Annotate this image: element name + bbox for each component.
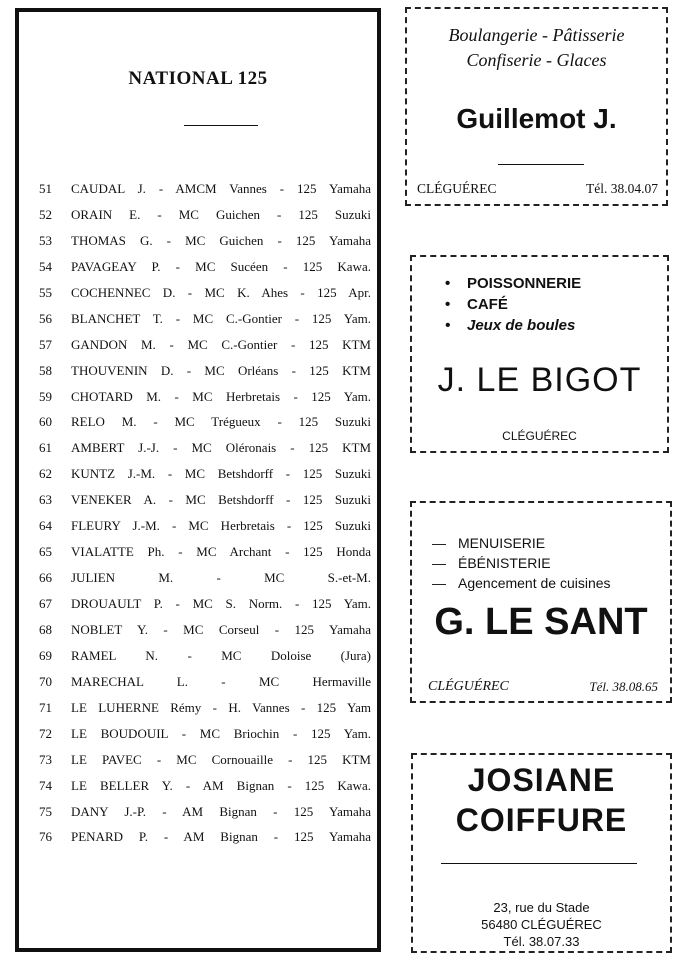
- result-row: [39, 332, 379, 358]
- result-row: [39, 254, 379, 280]
- list-item-label: MENUISERIE: [458, 535, 546, 551]
- result-row: [39, 824, 379, 850]
- ad-menuiserie-town: CLÉGUÉREC: [428, 679, 509, 694]
- result-row: [39, 643, 379, 669]
- ad-boulangerie-name: Guillemot J.: [456, 103, 617, 134]
- results-list: [39, 176, 379, 850]
- result-entry: RELO M. - MC Trégueux - 125 Suzuki: [71, 414, 371, 430]
- result-position: 73: [39, 751, 52, 767]
- result-position: 76: [39, 829, 52, 845]
- result-entry: LE BELLER Y. - AM Bignan - 125 Kawa.: [71, 777, 371, 793]
- list-item: [432, 573, 611, 593]
- result-entry: ORAIN E. - MC Guichen - 125 Suzuki: [71, 206, 371, 222]
- ad-coiffure-phone: Tél. 38.07.33: [503, 934, 580, 949]
- result-row: [39, 202, 379, 228]
- result-position: 55: [39, 284, 52, 300]
- result-row: [39, 176, 379, 202]
- ad-boulangerie-town: CLÉGUÉREC: [417, 181, 497, 196]
- ad-coiffure-address: [413, 899, 670, 950]
- result-position: 62: [39, 466, 52, 482]
- result-entry: THOMAS G. - MC Guichen - 125 Yamaha: [71, 232, 371, 248]
- result-row: [39, 384, 379, 410]
- bullet-icon: •: [445, 296, 451, 313]
- list-item: [445, 315, 581, 336]
- ad-menuiserie-name: G. LE SANT: [434, 601, 648, 643]
- list-item: [445, 294, 581, 315]
- result-row: [39, 695, 379, 721]
- list-item-label: CAFÉ: [467, 296, 508, 313]
- ad-coiffure-name-line1: JOSIANE: [467, 762, 616, 798]
- ad-coiffure-street: 23, rue du Stade: [493, 900, 590, 915]
- ad-boulangerie-phone: Tél. 38.04.07: [586, 181, 658, 196]
- ad-menuiserie: [410, 501, 672, 703]
- result-entry: MARECHAL L. - MC Hermaville: [71, 673, 371, 689]
- result-position: 61: [39, 440, 52, 456]
- result-position: 56: [39, 310, 52, 326]
- result-entry: VIALATTE Ph. - MC Archant - 125 Honda: [71, 544, 371, 560]
- result-entry: THOUVENIN D. - MC Orléans - 125 KTM: [71, 362, 371, 378]
- ad-menuiserie-list: [432, 533, 611, 593]
- result-row: [39, 565, 379, 591]
- result-position: 57: [39, 336, 52, 352]
- ad-poissonnerie: [410, 255, 669, 453]
- list-item-label: Jeux de boules: [467, 317, 576, 334]
- list-item: [445, 273, 581, 294]
- result-row: [39, 721, 379, 747]
- result-row: [39, 669, 379, 695]
- ad-coiffure-name: [413, 760, 670, 840]
- result-row: [39, 228, 379, 254]
- result-entry: NOBLET Y. - MC Corseul - 125 Yamaha: [71, 621, 371, 637]
- result-position: 66: [39, 570, 52, 586]
- result-entry: CAUDAL J. - AMCM Vannes - 125 Yamaha: [71, 181, 371, 196]
- list-item: [432, 533, 611, 553]
- result-entry: KUNTZ J.-M. - MC Betshdorff - 125 Suzuki: [71, 466, 371, 482]
- result-entry: RAMEL N. - MC Doloise (Jura): [71, 647, 371, 663]
- results-box: [15, 8, 381, 952]
- result-position: 52: [39, 206, 52, 222]
- result-position: 53: [39, 232, 52, 248]
- result-position: 71: [39, 699, 52, 715]
- dash-icon: —: [432, 555, 446, 571]
- result-row: [39, 280, 379, 306]
- result-position: 64: [39, 518, 52, 534]
- ad-boulangerie: [405, 7, 668, 206]
- result-position: 65: [39, 544, 52, 560]
- result-position: 60: [39, 414, 52, 430]
- result-entry: AMBERT J.-J. - MC Oléronais - 125 KTM: [71, 440, 371, 456]
- result-position: 63: [39, 492, 52, 508]
- result-entry: DANY J.-P. - AM Bignan - 125 Yamaha: [71, 803, 371, 819]
- result-row: [39, 591, 379, 617]
- dash-icon: —: [432, 575, 446, 591]
- result-position: 69: [39, 647, 52, 663]
- result-entry: JULIEN M. - MC S.-et-M.: [71, 570, 371, 586]
- result-position: 74: [39, 777, 52, 793]
- result-entry: DROUAULT P. - MC S. Norm. - 125 Yam.: [71, 596, 371, 611]
- result-entry: BLANCHET T. - MC C.-Gontier - 125 Yam.: [71, 310, 371, 326]
- result-entry: VENEKER A. - MC Betshdorff - 125 Suzuki: [71, 492, 371, 508]
- ad-coiffure-name-line2: COIFFURE: [455, 802, 628, 838]
- list-item-label: POISSONNERIE: [467, 275, 582, 292]
- list-item-label: Agencement de cuisines: [458, 575, 611, 591]
- result-entry: LE PAVEC - MC Cornouaille - 125 KTM: [71, 751, 371, 767]
- result-row: [39, 487, 379, 513]
- bullet-icon: •: [445, 275, 451, 292]
- result-row: [39, 773, 379, 799]
- result-entry: GANDON M. - MC C.-Gontier - 125 KTM: [71, 336, 371, 352]
- result-position: 67: [39, 596, 52, 611]
- result-row: [39, 358, 379, 384]
- result-position: 54: [39, 258, 52, 274]
- result-position: 72: [39, 725, 52, 741]
- ad-poissonnerie-name: J. LE BIGOT: [437, 361, 642, 399]
- result-position: 75: [39, 803, 52, 819]
- result-entry: LE BOUDOUIL - MC Briochin - 125 Yam.: [71, 725, 371, 741]
- result-entry: COCHENNEC D. - MC K. Ahes - 125 Apr.: [71, 284, 371, 300]
- result-entry: PENARD P. - AM Bignan - 125 Yamaha: [71, 829, 371, 845]
- result-row: [39, 461, 379, 487]
- result-row: [39, 617, 379, 643]
- ad-coiffure-town: 56480 CLÉGUÉREC: [481, 917, 602, 932]
- result-row: [39, 513, 379, 539]
- dash-icon: —: [432, 535, 446, 551]
- ad-poissonnerie-list: [445, 273, 581, 336]
- bullet-icon: •: [445, 317, 451, 334]
- result-entry: CHOTARD M. - MC Herbretais - 125 Yam.: [71, 388, 371, 404]
- result-entry: PAVAGEAY P. - MC Sucéen - 125 Kawa.: [71, 258, 371, 274]
- result-entry: LE LUHERNE Rémy - H. Vannes - 125 Yam: [71, 699, 371, 715]
- list-item-label: ÉBÉNISTERIE: [458, 555, 551, 571]
- result-position: 68: [39, 621, 52, 637]
- result-position: 59: [39, 388, 52, 404]
- result-row: [39, 799, 379, 825]
- result-row: [39, 539, 379, 565]
- ad-boulangerie-line2: Confiserie - Glaces: [466, 50, 607, 70]
- title-divider: [184, 125, 258, 126]
- result-row: [39, 306, 379, 332]
- results-title: NATIONAL 125: [128, 68, 268, 89]
- ad-menuiserie-phone: Tél. 38.08.65: [589, 679, 658, 694]
- result-entry: FLEURY J.-M. - MC Herbretais - 125 Suzuki: [71, 518, 371, 534]
- result-row: [39, 435, 379, 461]
- ad-boulangerie-line1: Boulangerie - Pâtisserie: [448, 25, 625, 45]
- result-row: [39, 747, 379, 773]
- ad-poissonnerie-town: CLÉGUÉREC: [502, 429, 577, 443]
- result-position: 51: [39, 181, 52, 196]
- ad-coiffure: [411, 753, 672, 953]
- ad-boulangerie-divider: [498, 164, 584, 165]
- ad-coiffure-divider: [441, 863, 637, 864]
- result-row: [39, 409, 379, 435]
- result-position: 58: [39, 362, 52, 378]
- list-item: [432, 553, 611, 573]
- result-position: 70: [39, 673, 52, 689]
